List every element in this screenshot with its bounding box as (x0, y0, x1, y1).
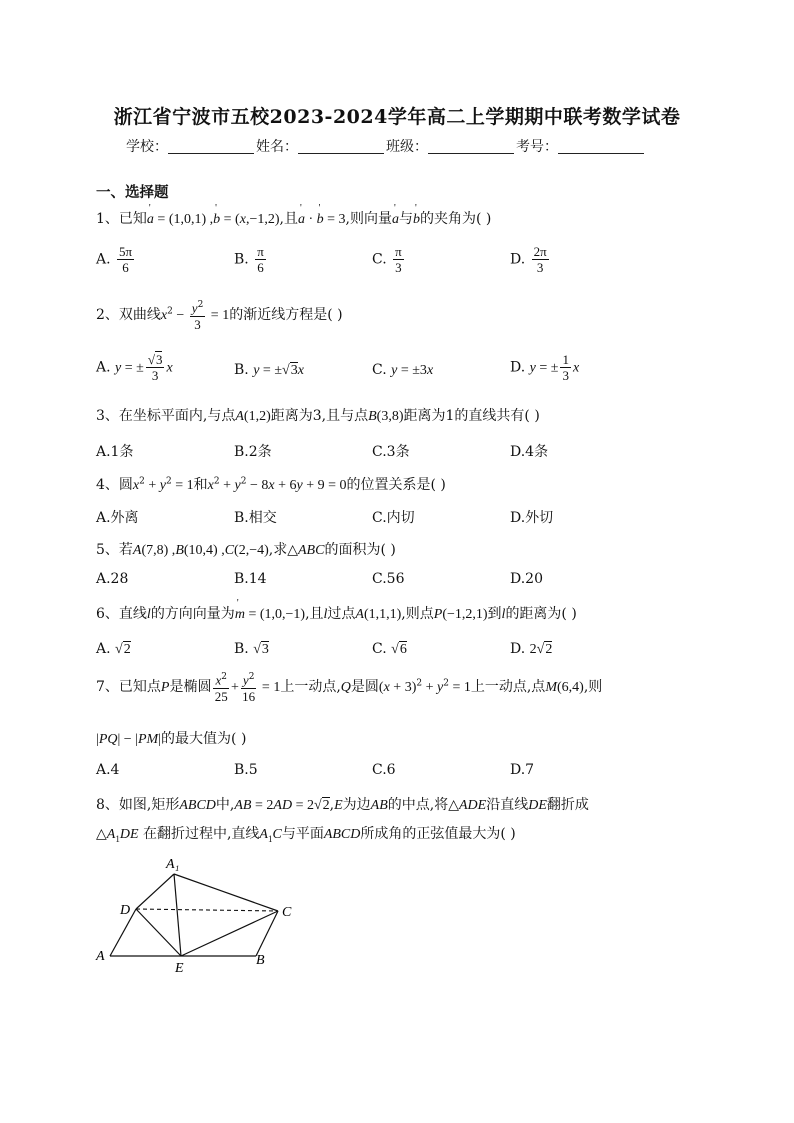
label-A: A (96, 949, 105, 964)
name-label: 姓名： (256, 139, 298, 155)
q1-option-a[interactable]: A. $\frac{5\pi}{6}$ (96, 244, 133, 275)
label-D: D (120, 903, 131, 918)
q6-option-a[interactable]: A. √2 (96, 641, 131, 657)
question-6: 6、直线l的方向向量为' m = (1,0,−1),且l过点A(1,1,1),则点P(−1,2,1)到l的距离为( ) (96, 603, 577, 623)
q7-option-c[interactable]: C.6 (372, 762, 396, 778)
edge-DC-dashed (136, 909, 278, 911)
q3-option-a[interactable]: A.1条 (96, 444, 134, 460)
question-8-line2: $\triangle A_1DE$ 在翻折过程中,直线$A_1C$与平面ABCD所成角的正弦值最大为( ) (96, 826, 516, 844)
q5-option-c[interactable]: C.56 (372, 571, 405, 587)
q6-option-b[interactable]: B. √3 (234, 641, 269, 657)
q3-option-d[interactable]: D.4条 (510, 444, 549, 460)
q6-option-d[interactable]: D. 2√2 (510, 641, 553, 657)
q4-option-d[interactable]: D.外切 (510, 510, 554, 526)
q1-option-d[interactable]: D. $\frac{2\pi}{3}$ (510, 244, 547, 275)
question-7: 7、已知点P是椭圆 $\frac{x^2}{25}$ + $\frac{y^2}{16}$ = 1上一动点,Q是圆$(x + 3)^2 + y^2 = 1$上一动点,点M(6,4),则 (96, 672, 603, 705)
edge-DE (136, 909, 181, 956)
name-blank (298, 139, 384, 154)
label-C: C (282, 905, 292, 920)
label-B: B (256, 953, 265, 968)
question-4: 4、圆$x^2 + y^2 = 1$和$x^2 + y^2 - 8x + 6y + 9 = 0$的位置关系是( ) (96, 476, 446, 493)
folding-rectangle-figure (90, 850, 310, 975)
q4-option-b[interactable]: B.相交 (234, 510, 277, 526)
q3-option-c[interactable]: C.3条 (372, 444, 410, 460)
page-title: 浙江省宁波市五校2023-2024学年高二上学期期中联考数学试卷 (113, 106, 681, 128)
class-blank (428, 139, 514, 154)
q2-option-b[interactable]: B. y = ±√3x (234, 362, 304, 378)
q1-option-c[interactable]: C. $\frac{\pi}{3}$ (372, 244, 402, 275)
q1-option-b[interactable]: B. $\frac{\pi}{6}$ (234, 244, 264, 275)
q4-option-a[interactable]: A.外离 (96, 510, 139, 526)
q2-option-c[interactable]: C. y = ±3x (372, 362, 434, 378)
q4-option-c[interactable]: C.内切 (372, 510, 415, 526)
question-3: 3、在坐标平面内,与点A(1,2)距离为3,且与点B(3,8)距离为1的直线共有( ) (96, 408, 540, 424)
number-label: 考号： (516, 139, 558, 155)
number-blank (558, 139, 644, 154)
edge-A1D (136, 874, 174, 909)
edge-BC (256, 911, 278, 956)
q2-option-d[interactable]: D. y = ± $\frac{1}{3}$ x (510, 352, 580, 383)
label-E: E (175, 961, 184, 975)
section-heading-choice: 一、选择题 (96, 184, 169, 201)
student-info-line (126, 136, 646, 156)
q5-option-a[interactable]: A.28 (96, 571, 129, 587)
q6-option-c[interactable]: C. √6 (372, 641, 407, 657)
q7-option-a[interactable]: A.4 (96, 762, 120, 778)
q5-option-d[interactable]: D.20 (510, 571, 543, 587)
q2-option-a[interactable]: A. y = ± $\frac{√3}{3}$ x (96, 352, 173, 383)
edge-A1C (174, 874, 278, 911)
question-7-line2: |PQ| − |PM|的最大值为( ) (96, 731, 247, 747)
label-A1: A₁ (166, 857, 180, 872)
class-label: 班级： (386, 139, 428, 155)
question-2: 2、双曲线$x^2$ − $\frac{y^2}{3}$ = 1的渐近线方程是( ) (96, 300, 343, 333)
question-8: 8、如图,矩形ABCD中,AB = 2AD = 2√2,E为边AB的中点,将△ADE沿直线DE翻折成 (96, 797, 589, 813)
school-label: 学校： (126, 139, 168, 155)
q7-option-d[interactable]: D.7 (510, 762, 535, 778)
edge-A1E (174, 874, 181, 956)
question-5: 5、若A(7,8) ,B(10,4) ,C(2,−4),求△ABC的面积为( ) (96, 542, 396, 558)
school-blank (168, 139, 254, 154)
q7-option-b[interactable]: B.5 (234, 762, 258, 778)
q5-option-b[interactable]: B.14 (234, 571, 267, 587)
question-1: 1、已知' a = (1,0,1) ,' b = (x,−1,2),且' a · ' b = 3,则向量' a与' b的夹角为( ) (96, 208, 491, 228)
q3-option-b[interactable]: B.2条 (234, 444, 272, 460)
edge-EC (181, 911, 278, 956)
